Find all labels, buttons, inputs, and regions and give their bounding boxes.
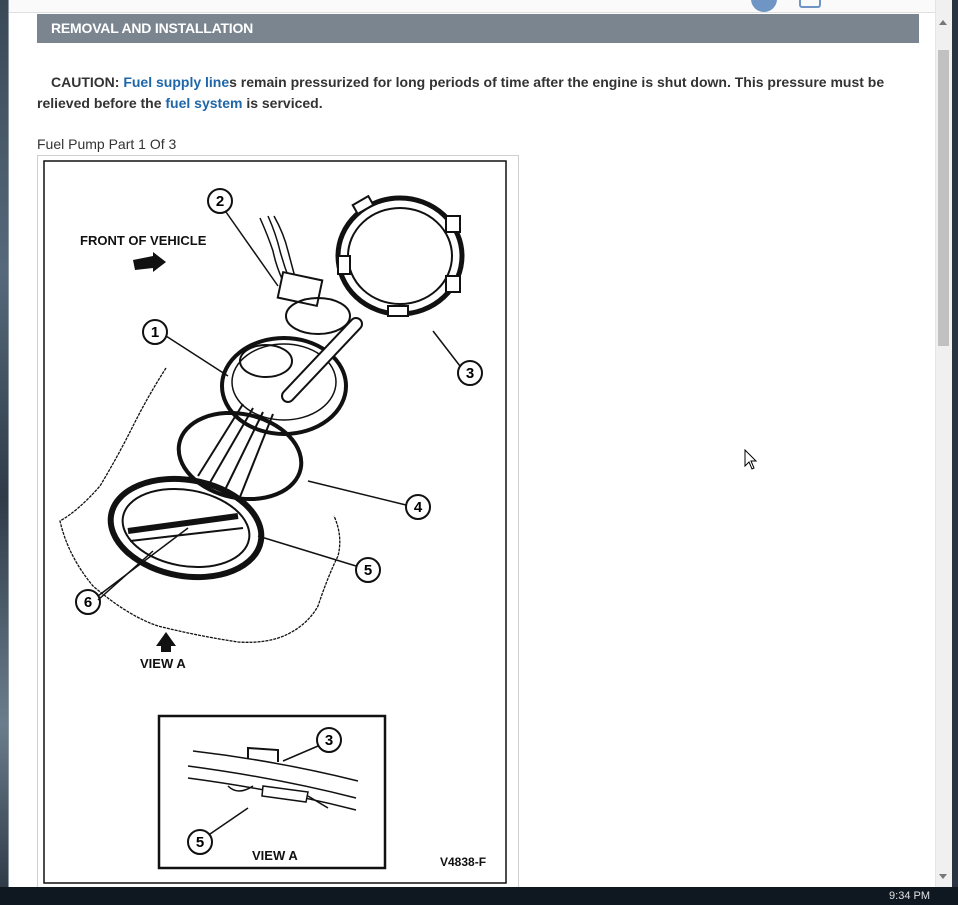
figure-code: V4838-F [440,855,487,869]
caution-paragraph [37,72,917,114]
arrow-cursor-icon [744,449,758,471]
taskbar [0,887,958,905]
caution-text-1: s remain pressurized for long periods of time after the engine is shut down. This pressure must be relieved before the [37,74,885,111]
callout-6-label: 6 [83,594,93,611]
profile-icon[interactable] [751,0,777,12]
browser-window [8,0,952,887]
fuel-supply-line-link[interactable]: Fuel supply line [123,74,230,90]
callout-5 [258,536,380,582]
callout-3 [433,331,482,385]
desktop-background [0,0,8,905]
locking-ring [338,196,462,316]
callout-4 [308,481,430,519]
front-arrow-icon [133,252,166,272]
scroll-thumb[interactable] [938,50,949,346]
callout-1-label: 1 [150,324,160,341]
callout-3-label: 3 [465,365,475,382]
vertical-scrollbar[interactable] [935,0,952,887]
figure-caption: Fuel Pump Part 1 Of 3 [37,136,177,152]
taskbar-clock: 9:34 PM [889,890,930,902]
tank-outline [60,368,340,642]
inset-view-a-label: VIEW A [252,848,298,863]
callout-2-label: 2 [215,193,225,210]
electrical-connector [260,216,350,334]
view-a-label: VIEW A [140,656,186,671]
fuel-system-link[interactable]: fuel system [165,95,243,111]
bookmark-icon[interactable] [799,0,821,8]
caution-text-2: is serviced. [242,95,323,111]
scroll-down-arrow-icon[interactable] [939,874,947,879]
section-header: REMOVAL AND INSTALLATION [37,14,919,43]
view-a-arrow-icon [156,632,176,652]
page-content [9,12,935,887]
front-of-vehicle-label: FRONT OF VEHICLE [80,233,207,248]
inset-callout-5-label: 5 [195,834,205,851]
fuel-pump-figure [37,155,519,887]
fuel-pump-diagram [38,156,518,887]
scroll-up-arrow-icon[interactable] [939,20,947,25]
caution-label: CAUTION: [51,74,120,90]
callout-5-label: 5 [363,562,373,579]
callout-4-label: 4 [413,499,423,516]
inset-callout-3-label: 3 [324,732,334,749]
fuel-sender-flange [222,324,356,434]
